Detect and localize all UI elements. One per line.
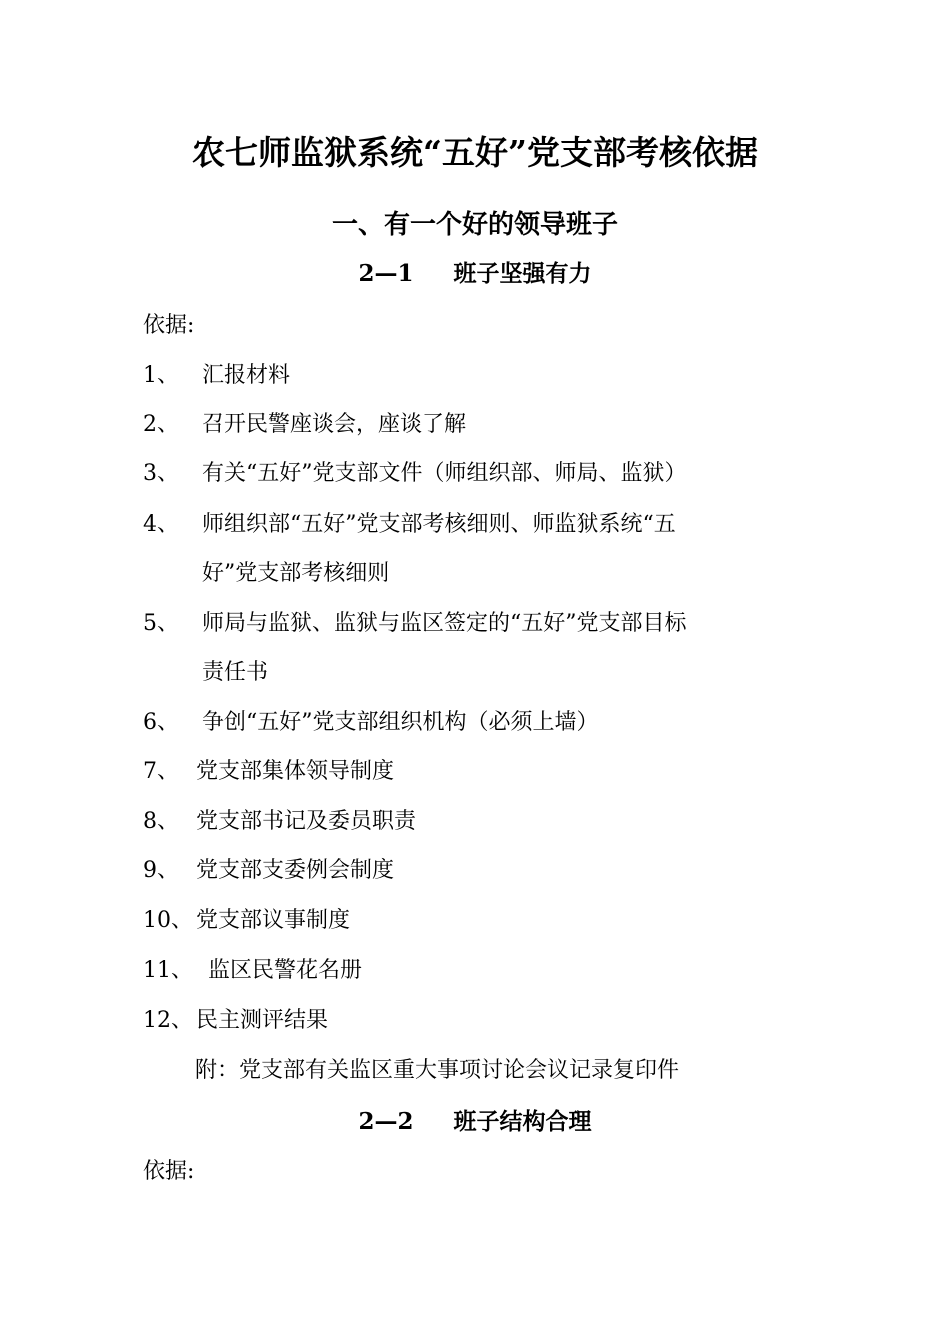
item-number: 3、: [143, 461, 179, 486]
item-text: 师局与监狱、监狱与监区签定的“五好”党支部目标: [202, 611, 687, 636]
list-item: [143, 903, 350, 939]
subsection-number: 2—2: [358, 1108, 414, 1135]
subsection-heading-1: [0, 254, 950, 294]
item-text: 召开民警座谈会，座谈了解: [202, 412, 467, 437]
item-number: 2、: [143, 412, 179, 437]
subsection-title: 班子结构合理: [453, 1108, 592, 1135]
item-number: 10、: [143, 908, 193, 933]
list-item: [143, 705, 599, 741]
list-item: [143, 358, 290, 394]
item-number: 1、: [143, 363, 179, 388]
item-text: 党支部议事制度: [196, 908, 351, 933]
subsection-heading-2: [0, 1102, 950, 1142]
item-number: 7、: [143, 759, 179, 784]
item-text: 师组织部“五好”党支部考核细则、师监狱系统“五: [202, 512, 676, 537]
item-number: 8、: [143, 809, 179, 834]
basis-label: 依据:: [143, 1159, 195, 1184]
basis-label: 依据:: [143, 313, 195, 338]
subsection-number: 2—1: [358, 260, 414, 287]
item-text: 党支部集体领导制度: [196, 759, 395, 784]
item-text: 争创“五好”党支部组织机构（必须上墙）: [202, 710, 599, 735]
item-text: 监区民警花名册: [208, 958, 363, 983]
document-title: 农七师监狱系统“五好”党支部考核依据: [192, 133, 758, 172]
item-number: 11、: [143, 958, 193, 983]
list-item: [143, 507, 676, 543]
item-text: 党支部支委例会制度: [196, 858, 395, 883]
list-item: [143, 1003, 328, 1039]
list-item: [143, 953, 362, 989]
item-continuation: 好”党支部考核细则: [202, 561, 390, 586]
subsection-title: 班子坚强有力: [453, 260, 592, 287]
appendix-note: 附：党支部有关监区重大事项讨论会议记录复印件: [195, 1058, 680, 1083]
list-item: [143, 606, 687, 642]
item-continuation: 责任书: [202, 660, 269, 685]
item-number: 12、: [143, 1008, 193, 1033]
list-item: [143, 754, 394, 790]
section-heading: 一、有一个好的领导班子: [331, 210, 618, 240]
item-text: 汇报材料: [202, 363, 291, 388]
item-number: 5、: [143, 611, 179, 636]
item-number: 4、: [143, 512, 179, 537]
list-item: [143, 804, 416, 840]
list-item: [143, 407, 466, 443]
item-text: 民主测评结果: [196, 1008, 329, 1033]
item-number: 6、: [143, 710, 179, 735]
item-text: 有关“五好”党支部文件（师组织部、师局、监狱）: [202, 461, 687, 486]
list-item: [143, 456, 687, 492]
item-number: 9、: [143, 858, 179, 883]
list-item: [143, 853, 394, 889]
item-text: 党支部书记及委员职责: [196, 809, 417, 834]
